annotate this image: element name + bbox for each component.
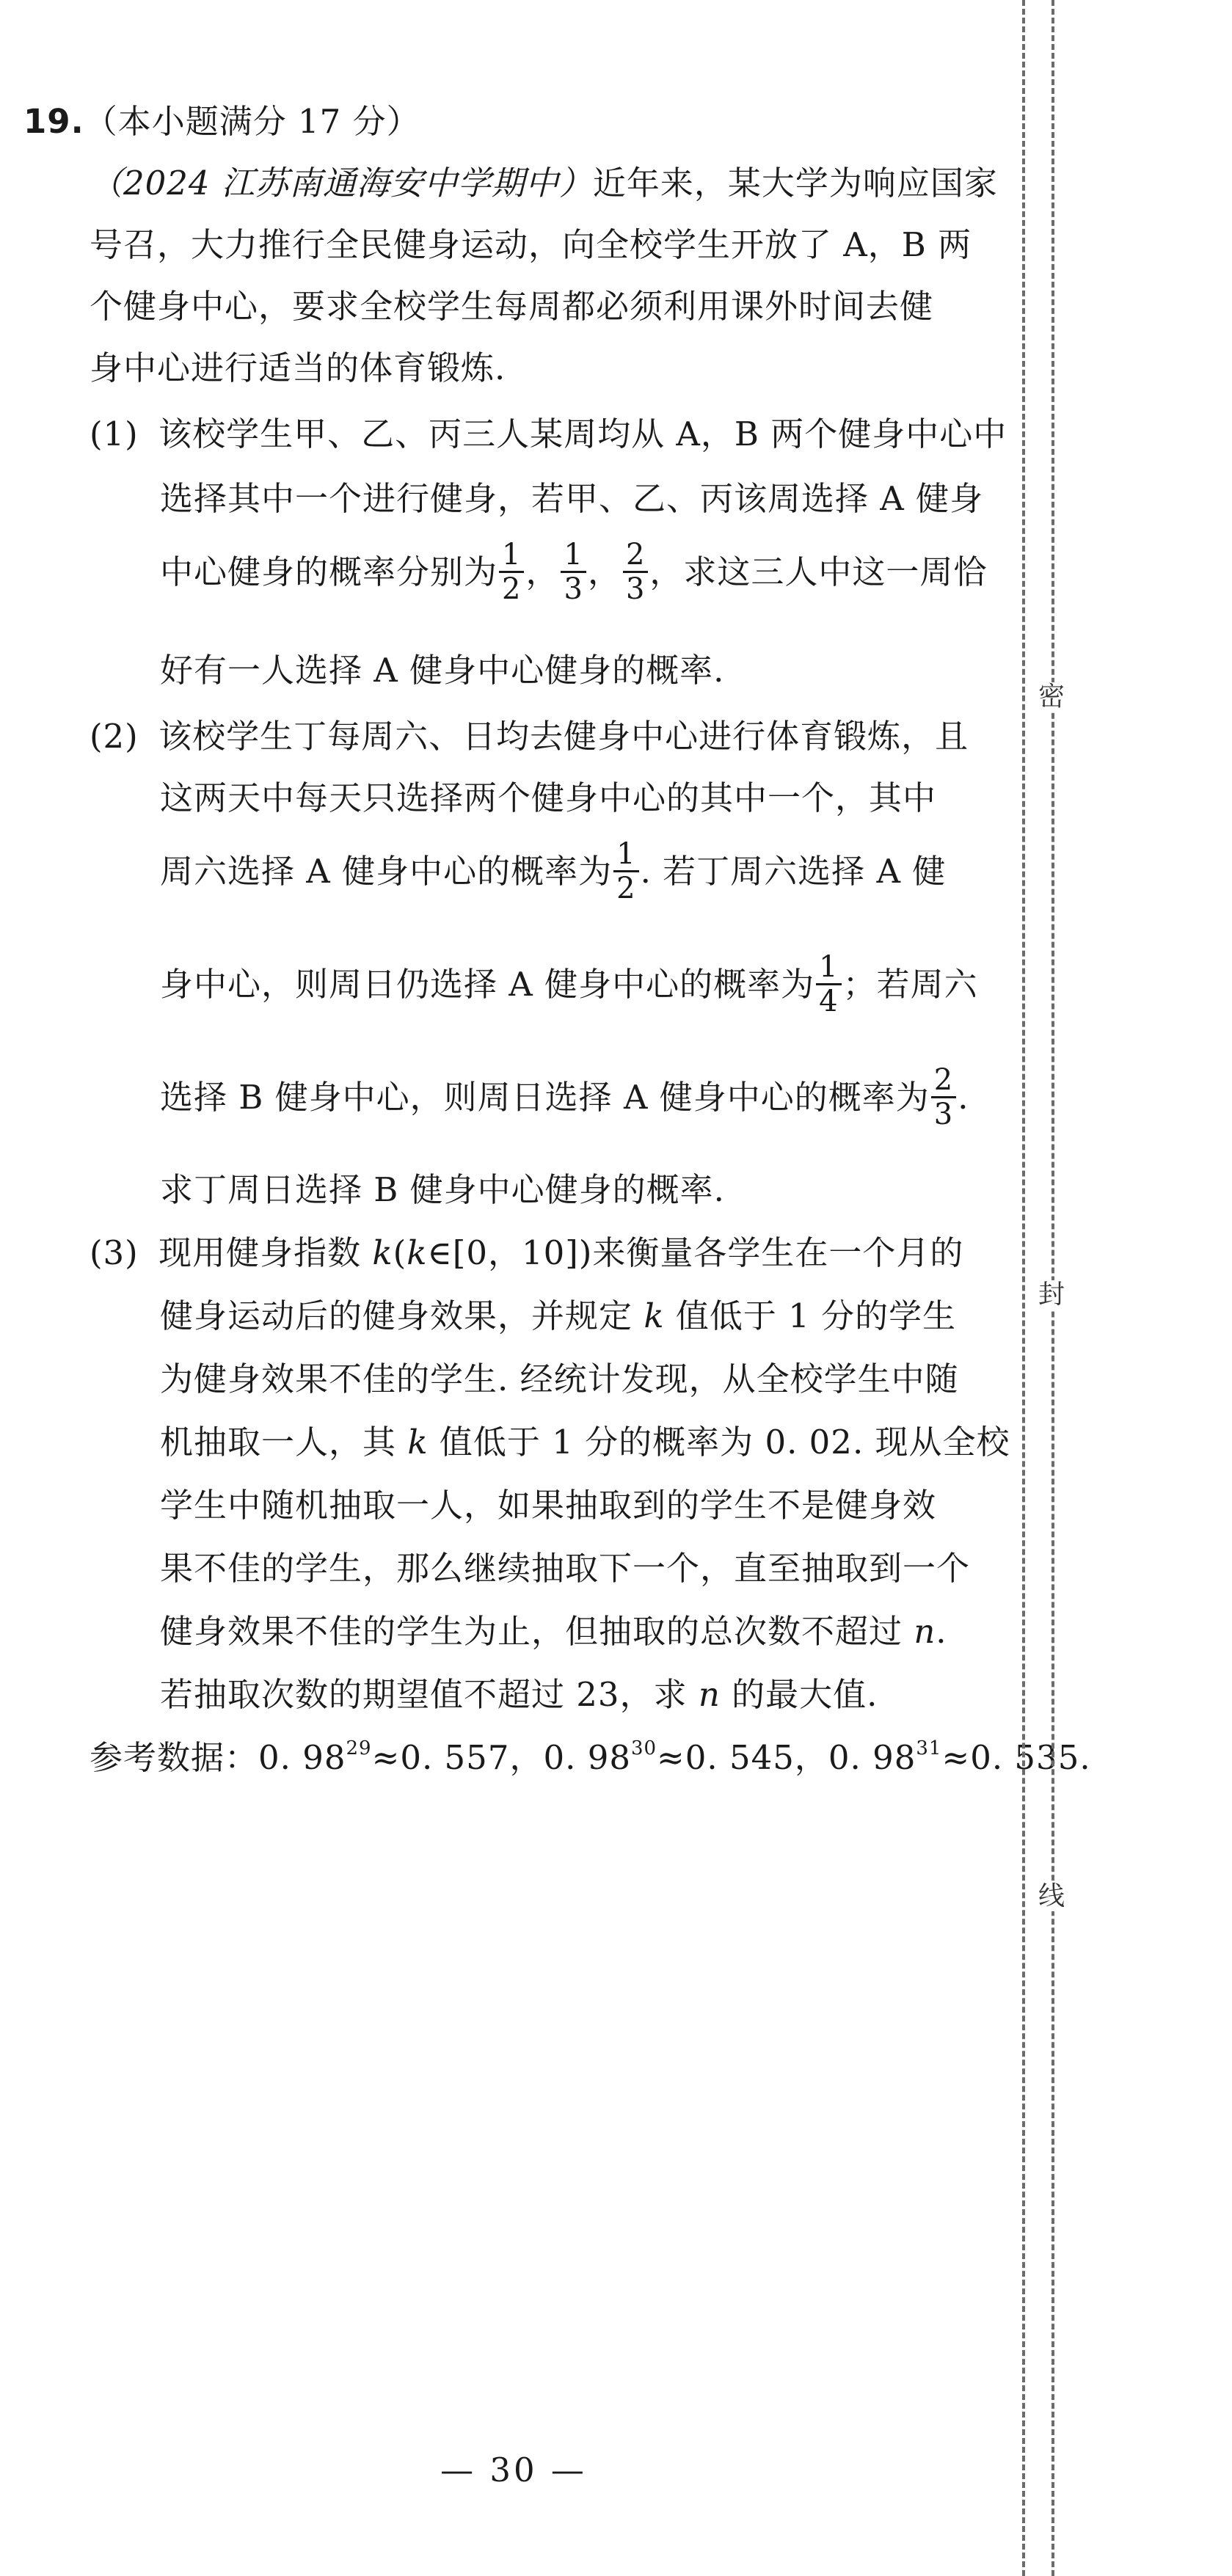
part2-line-4: 身中心，则周日仍选择 A 健身中心的概率为 $\frac{1}{4}$ ；若周六 (160, 950, 978, 1018)
intro-line-1: （2024 江苏南通海安中学期中）近年来，某大学为响应国家 (90, 164, 998, 202)
fraction: $\frac{2}{3}$ (931, 1064, 956, 1131)
part3-line-3: 为健身效果不佳的学生. 经统计发现，从全校学生中随 (160, 1360, 959, 1398)
question-source: （2024 江苏南通海安中学期中） (90, 164, 593, 202)
fraction: $\frac{1}{2}$ (613, 838, 638, 905)
part1-line-1: (1) 该校学生甲、乙、丙三人某周均从 A，B 两个健身中心中 (90, 415, 1007, 453)
part3-line-5: 学生中随机抽取一人，如果抽取到的学生不是健身效 (160, 1486, 937, 1525)
binding-rule-outer (1022, 0, 1025, 2576)
part2-line-2: 这两天中每天只选择两个健身中心的其中一个，其中 (160, 778, 937, 817)
intro-line-3: 个健身中心，要求全校学生每周都必须利用课外时间去健 (90, 287, 934, 326)
part1-label: (1) (90, 415, 139, 453)
intro-line-2: 号召，大力推行全民健身运动，向全校学生开放了 A，B 两 (90, 225, 972, 264)
part3-line-1: (3) 现用健身指数 k(k∈[0，10])来衡量各学生在一个月的 (90, 1233, 964, 1272)
reference-label: 参考数据： (90, 1738, 259, 1777)
question-number: 19. (23, 102, 84, 141)
part2-line-3: 周六选择 A 健身中心的概率为 $\frac{1}{2}$ . 若丁周六选择 A 健 (160, 837, 947, 905)
page-number: — 30 — (440, 2451, 587, 2489)
part1-line-4: 好有一人选择 A 健身中心健身的概率. (160, 651, 725, 690)
intro-line-4: 身中心进行适当的体育锻炼. (90, 349, 506, 387)
part3-line-2: 健身运动后的健身效果，并规定 k 值低于 1 分的学生 (160, 1296, 957, 1335)
part2-line-6: 求丁周日选择 B 健身中心健身的概率. (160, 1170, 725, 1209)
binding-label-xian: 线 (1038, 1881, 1065, 1911)
reference-data: 参考数据：0. $98^{29}\approx 0$. 557，0. $98^{30}\approx 0$. 545，0. $98^{31}\approx 0$. 535. (90, 1737, 1091, 1777)
part3-label: (3) (90, 1233, 139, 1272)
fraction: $\frac{1}{2}$ (499, 539, 524, 605)
binding-label-mi: 密 (1038, 682, 1065, 712)
question-header (23, 101, 420, 142)
part3-line-8: 若抽取次数的期望值不超过 23，求 n 的最大值. (160, 1675, 878, 1714)
question-score: （本小题满分 17 分） (84, 102, 420, 141)
part3-line-7: 健身效果不佳的学生为止，但抽取的总次数不超过 n. (160, 1612, 947, 1651)
part1-line-3: 中心健身的概率分别为 $\frac{1}{2}$ ， $\frac{1}{3}$ ， $\frac{2}{3}$ ，求这三人中这一周恰 (160, 538, 988, 606)
fraction: $\frac{1}{4}$ (816, 951, 841, 1018)
part2-label: (2) (90, 717, 139, 756)
part3-line-4: 机抽取一人，其 k 值低于 1 分的概率为 0. 02. 现从全校 (160, 1423, 1010, 1462)
part2-line-5: 选择 B 健身中心，则周日选择 A 健身中心的概率为 $\frac{2}{3}$ . (160, 1063, 969, 1131)
part1-line-2: 选择其中一个进行健身，若甲、乙、丙该周选择 A 健身 (160, 479, 984, 518)
fraction: $\frac{2}{3}$ (623, 539, 648, 605)
fraction: $\frac{1}{3}$ (561, 539, 586, 605)
binding-line (1022, 0, 1079, 2576)
binding-label-feng: 封 (1038, 1280, 1065, 1310)
part2-line-1: (2) 该校学生丁每周六、日均去健身中心进行体育锻炼，且 (90, 717, 969, 756)
part3-line-6: 果不佳的学生，那么继续抽取下一个，直至抽取到一个 (160, 1549, 971, 1588)
